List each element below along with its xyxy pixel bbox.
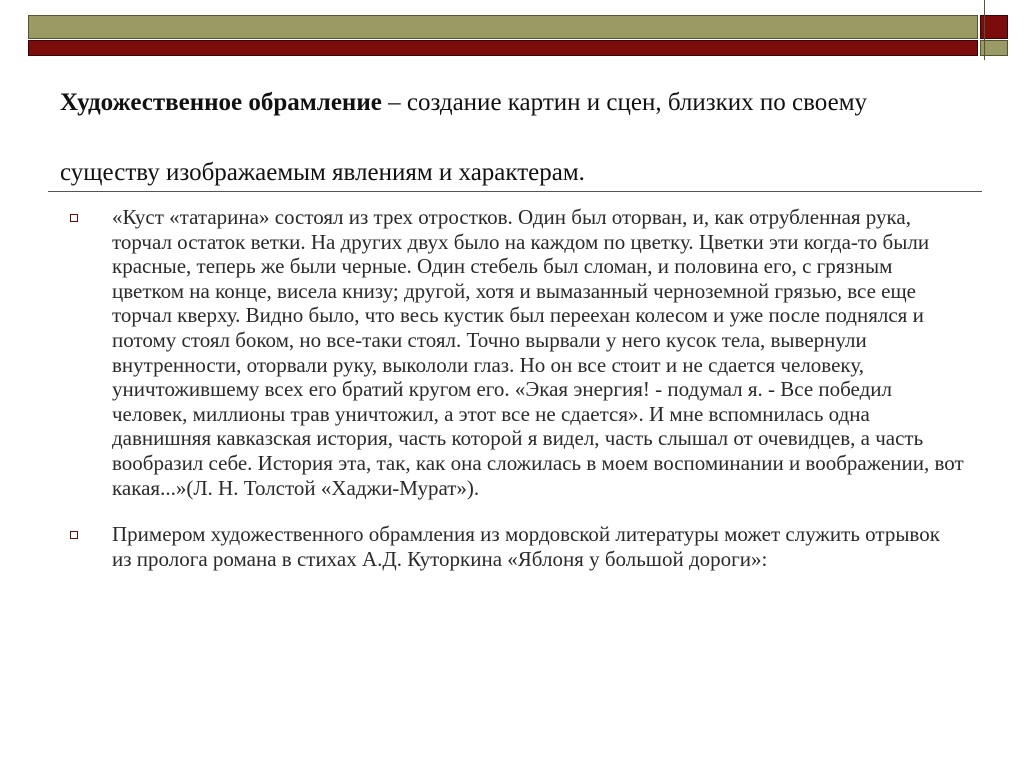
header-bar-maroon — [28, 40, 978, 56]
hollow-square-bullet-icon — [70, 531, 78, 539]
title-divider — [48, 191, 982, 192]
bullet-item-example — [64, 522, 964, 571]
slide-title — [60, 68, 960, 208]
header-bar-olive — [28, 15, 978, 39]
bullet-item-quote — [64, 205, 964, 500]
title-term: Художественное обрамление — [60, 89, 382, 116]
bullet-text: «Куст «татарина» состоял из трех отростков. Один был оторван, и, как отрубленная рука, торчал остаток ветки. На других двух было на каждом по цветку. Цветки эти когда-то были красные, теперь же были черные. Один стебель был сломан, и половина его, с грязным цветком на конце, висела книзу; другой, хотя и вымазанный черноземной грязью, все еще торчал кверху. Видно было, что весь кустик был переехан колесом и уже после поднялся и потому стоял боком, но все-таки стоял. Точно вырвали у него кусок тела, вывернули внутренности, оторвали руку, выкололи глаз. Но он все стоит и не сдается человеку, уничтожившему всех его братий кругом его. «Экая энергия! - подумал я. - Все победил человек, миллионы трав уничтожил, а этот все не сдается». И мне вспомнилась одна давнишняя кавказская история, часть которой я видел, часть слышал от очевидцев, а часть вообразил себе. История эта, так, как она сложилась в моем воспоминании и воображении, вот какая...»(Л. Н. Толстой «Хаджи-Мурат»). — [112, 205, 964, 500]
title-definition: – создание картин и сцен, близких по своему существу изображаемым явлениям и характерам. — [60, 89, 868, 186]
bullet-text: Примером художественного обрамления из мордовской литературы может служить отрывок из пролога романа в стихах А.Д. Куторкина «Яблоня у большой дороги»: — [112, 522, 940, 571]
header-vertical-line — [984, 0, 985, 60]
hollow-square-bullet-icon — [70, 214, 78, 222]
bullet-list — [64, 205, 964, 593]
